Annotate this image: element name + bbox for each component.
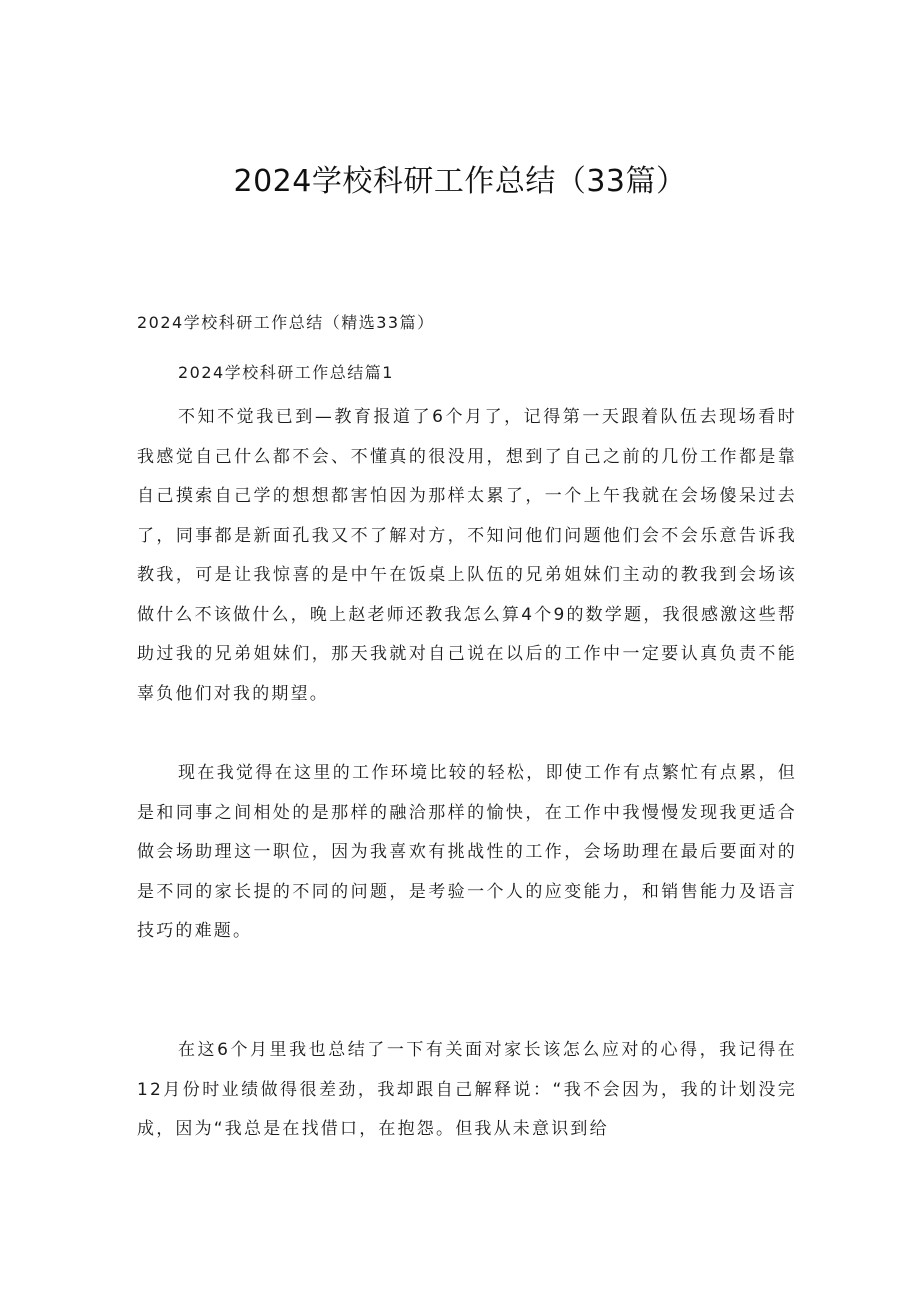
paragraph-1: 不知不觉我已到—教育报道了6个月了，记得第一天跟着队伍去现场看时我感觉自己什么都不会、不懂真的很没用，想到了自己之前的几份工作都是靠自己摸索自己学的想想都害怕因为那样太累了，一个上午我就在会场傻呆过去了，同事都是新面孔我又不了解对方，不知问他们问题他们会不会乐意告诉我教我，可是让我惊喜的是中午在饭桌上队伍的兄弟姐妹们主动的教我到会场该做什么不该做什么，晚上赵老师还教我怎么算4个9的数学题，我很感激这些帮助过我的兄弟姐妹们，那天我就对自己说在以后的工作中一定要认真负责不能辜负他们对我的期望。 (137, 407, 797, 704)
paragraph-3: 在这6个月里我也总结了一下有关面对家长该怎么应对的心得，我记得在12月份时业绩做得很差劲，我却跟自己解释说：“我不会因为，我的计划没完成，因为“我总是在找借口，在抱怨。但我从未意识到给 (137, 1040, 797, 1139)
section-heading: 2024学校科研工作总结篇1 (178, 363, 394, 382)
document-title: 2024学校科研工作总结（33篇） (233, 164, 687, 199)
paragraph-2: 现在我觉得在这里的工作环境比较的轻松，即使工作有点繁忙有点累，但是和同事之间相处的是那样的融洽那样的愉快，在工作中我慢慢发现我更适合做会场助理这一职位，因为我喜欢有挑战性的工作，会场助理在最后要面对的是不同的家长提的不同的问题，是考验一个人的应变能力，和销售能力及语言技巧的难题。 (137, 763, 797, 941)
document-subtitle: 2024学校科研工作总结（精选33篇） (137, 313, 435, 332)
